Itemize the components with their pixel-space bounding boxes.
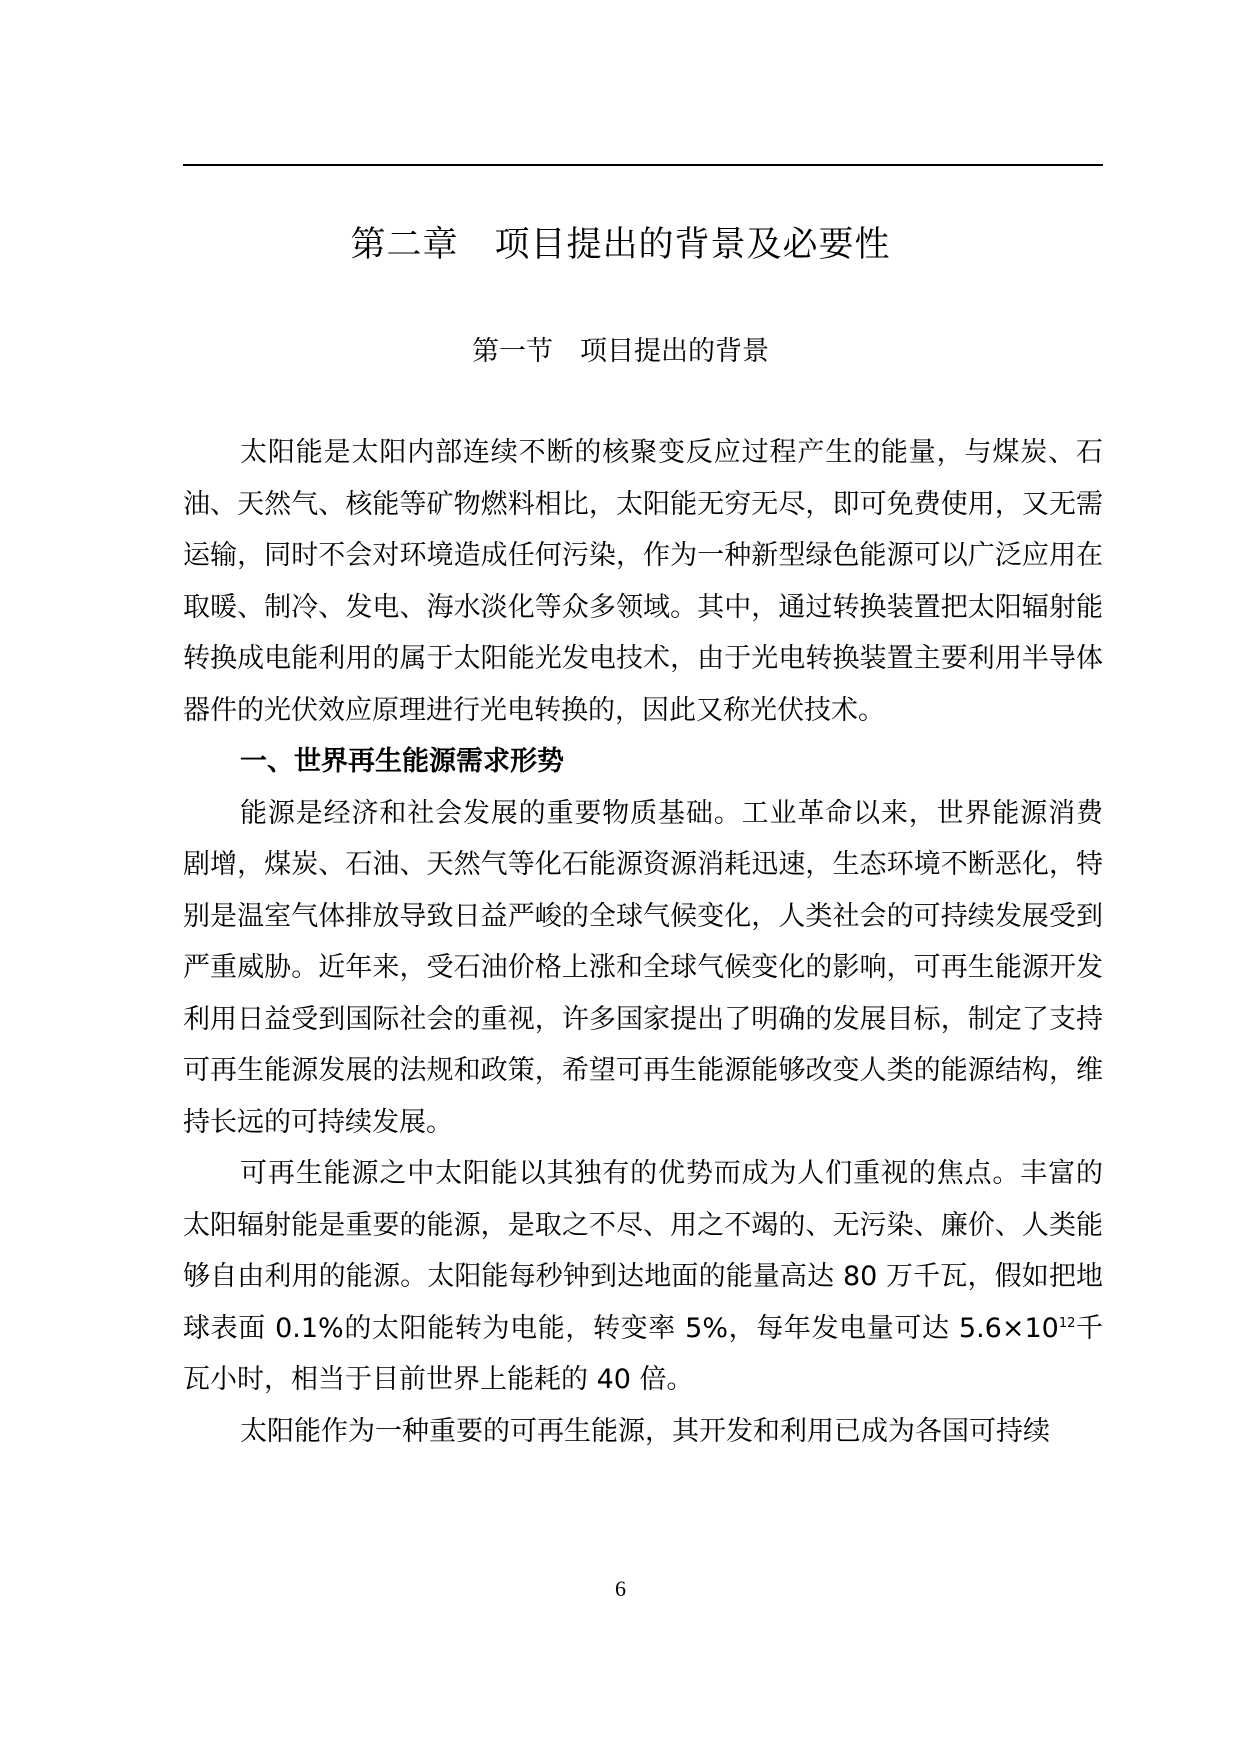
page-number: 6 (615, 1576, 626, 1601)
section-title: 第一节 项目提出的背景 (472, 336, 769, 367)
paragraph-2: 能源是经济和社会发展的重要物质基础。工业革命以来，世界能源消费剧增，煤炭、石油、天然气等化石能源资源消耗迅速，生态环境不断恶化，特别是温室气体排放导致日益严峻的全球气候变化，人类社会的可持续发展受到严重威胁。近年来，受石油价格上涨和全球气候变化的影响，可再生能源开发利用日益受到国际社会的重视，许多国家提出了明确的发展目标，制定了支持可再生能源发展的法规和政策，希望可再生能源能够改变人类的能源结构，维持长远的可持续发展。 (183, 797, 1103, 1138)
paragraph-4: 太阳能作为一种重要的可再生能源，其开发和利用已成为各国可持续 (240, 1415, 1050, 1447)
chapter-title: 第二章 项目提出的背景及必要性 (350, 225, 891, 265)
paragraph-3-exponent: 12 (1058, 1315, 1076, 1331)
body-text (183, 427, 1103, 1457)
header-rule (183, 164, 1103, 166)
subheading-1: 一、世界再生能源需求形势 (240, 746, 564, 777)
paragraph-3 (183, 1148, 1103, 1406)
paragraph-1: 太阳能是太阳内部连续不断的核聚变反应过程产生的能量，与煤炭、石油、天然气、核能等矿物燃料相比，太阳能无穷无尽，即可免费使用，又无需运输，同时不会对环境造成任何污染，作为一种新型绿色能源可以广泛应用在取暖、制冷、发电、海水淡化等众多领域。其中，通过转换装置把太阳辐射能转换成电能利用的属于太阳能光发电技术，由于光电转换装置主要利用半导体器件的光伏效应原理进行光电转换的，因此又称光伏技术。 (183, 437, 1103, 726)
paragraph-3-part1: 可再生能源之中太阳能以其独有的优势而成为人们重视的焦点。丰富的太阳辐射能是重要的能源，是取之不尽、用之不竭的、无污染、廉价、人类能够自由利用的能源。太阳能每秒钟到达地面的能量高达 80 万千瓦，假如把地球表面 0.1%的太阳能转为电能，转变率 5%，每年发电量可达 5.6×10 (183, 1158, 1103, 1344)
paragraph-3-part2: 千瓦小时，相当于目前世界上能耗的 40 倍。 (183, 1312, 1104, 1395)
